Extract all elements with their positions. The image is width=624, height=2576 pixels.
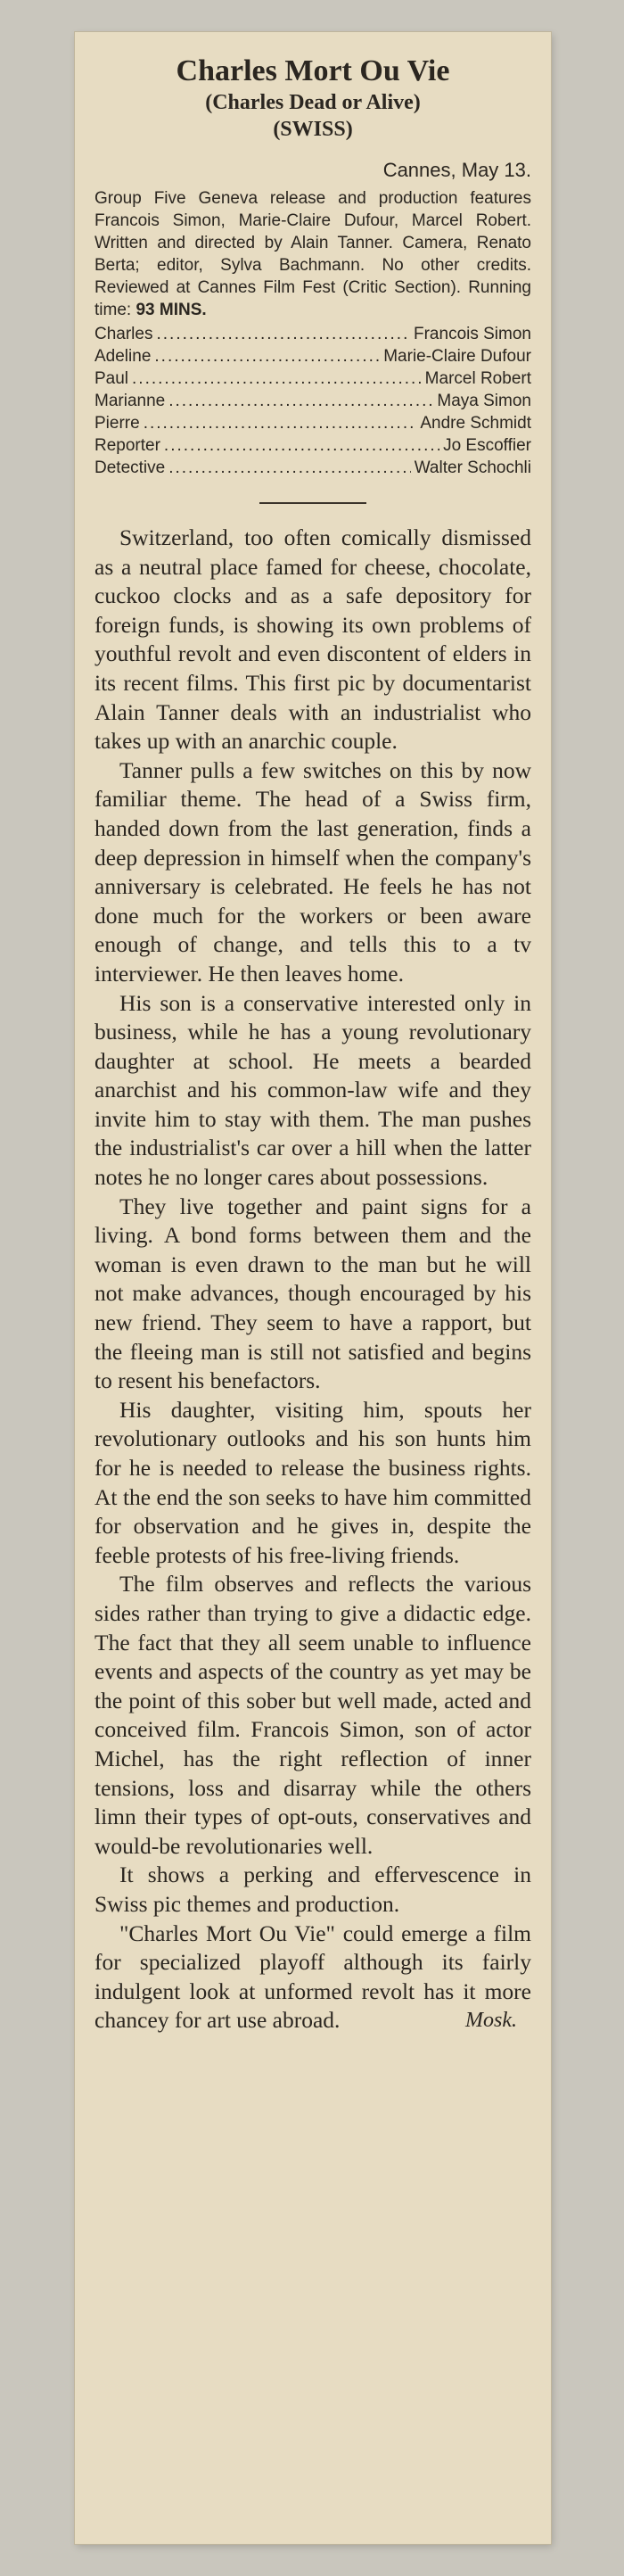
cast-actor: Andre Schmidt: [420, 414, 531, 433]
review-paragraph: His son is a conservative interested only in business, while he has a young revolutionary daughter at school. He meets a bearded anarchist and his common-law wife and they invite him to stay with them. The man pushes the industrialist's car over a hill when the latter notes he no longer cares about possessions.: [94, 989, 531, 1191]
review-body: [94, 524, 531, 2035]
leader-dots: [168, 390, 433, 412]
cast-actor: Walter Schochli: [414, 458, 531, 477]
cast-role: Marianne: [94, 392, 166, 410]
cast-role: Charles: [94, 325, 153, 343]
review-paragraph: It shows a perking and effervescence in Swiss pic themes and production.: [94, 1862, 531, 1917]
section-divider: [259, 502, 366, 504]
cast-row: [94, 323, 531, 345]
cast-role: Reporter: [94, 436, 160, 455]
running-time-value: 93 MINS.: [135, 301, 207, 319]
running-time: [135, 301, 206, 319]
leader-dots: [168, 457, 411, 479]
review-paragraph: The film observes and reflects the various sides rather than trying to give a didactic edge. The fact that they all seem unable to influence events and aspects of the country as yet may be the point of this sober but well made, acted and conceived film. Francois Simon, son of actor Michel, has the right reflection of inner tensions, loss and disarray while the others limn their types of opt-outs, conservatives and would-be revolutionaries well.: [94, 1571, 531, 1859]
leader-dots: [132, 367, 422, 390]
dateline: Cannes, May 13.: [382, 159, 531, 181]
cast-actor: Francois Simon: [414, 325, 531, 343]
credits-block: [94, 187, 531, 321]
cast-row: [94, 434, 531, 457]
leader-dots: [156, 323, 410, 345]
review-paragraph: His daughter, visiting him, spouts her revolutionary outlooks and his son hunts him for he is needed to release the business rights. At the end the son seeks to have him committed for observation and he gives in, despite the feeble protests of his free-living friends.: [94, 1396, 531, 1568]
cast-role: Paul: [94, 369, 129, 388]
film-title-translation: (Charles Dead or Alive): [205, 91, 421, 114]
film-origin: (SWISS): [273, 118, 353, 141]
cast-role: Detective: [94, 458, 166, 477]
cast-row: [94, 457, 531, 479]
cast-row: [94, 367, 531, 390]
film-title: Charles Mort Ou Vie: [176, 54, 450, 87]
review-paragraph: "Charles Mort Ou Vie" could emerge a film for specialized playoff although its fairly indulgent look at unformed revolt has it more chancey for art use abroad.: [94, 1920, 531, 2034]
cast-role: Pierre: [94, 414, 140, 433]
review-paragraph: Switzerland, too often comically dismissed as a neutral place famed for cheese, chocolate, cuckoo clocks and as a safe depository for foreign funds, is showing its own problems of youthful revolt and even discontent of elders in its recent films. This first pic by documentarist Alain Tanner deals with an industrialist who takes up with an anarchic couple.: [94, 524, 531, 755]
leader-dots: [154, 345, 380, 367]
cast-actor: Maya Simon: [437, 392, 531, 410]
cast-role: Adeline: [94, 347, 152, 366]
review-paragraph: Tanner pulls a few switches on this by now familiar theme. The head of a Swiss firm, handed down from the last generation, finds a deep depression in himself when the company's anniversary is celebrated. He feels he has not done much for the workers or been aware enough of change, and tells this to a tv interviewer. He then leaves home.: [94, 756, 531, 987]
leader-dots: [144, 412, 417, 434]
cast-actor: Marcel Robert: [424, 369, 531, 388]
cast-row: [94, 390, 531, 412]
cast-row: [94, 412, 531, 434]
leader-dots: [164, 434, 439, 457]
cast-actor: Jo Escoffier: [443, 436, 531, 455]
credits-text: Group Five Geneva release and production features Francois Simon, Marie-Claire Dufour, Marcel Robert. Written and directed by Alain Tanner. Camera, Renato Berta; editor, Sylva Bachmann. No other credits. Reviewed at Cannes Film Fest (Critic Section). Running time:: [94, 189, 531, 319]
cast-row: [94, 345, 531, 367]
newspaper-clipping: [75, 32, 551, 2544]
cast-actor: Marie-Claire Dufour: [383, 347, 531, 366]
headline: [94, 54, 531, 143]
cast-list: [94, 323, 531, 479]
review-paragraph: They live together and paint signs for a living. A bond forms between them and the woman is even drawn to the man but he will not make advances, though encouraged by his new friend. They seem to have a rapport, but the fleeing man is still not satisfied and begins to resent his benefactors.: [94, 1193, 531, 1394]
reviewer-signature: Mosk.: [465, 2008, 517, 2032]
